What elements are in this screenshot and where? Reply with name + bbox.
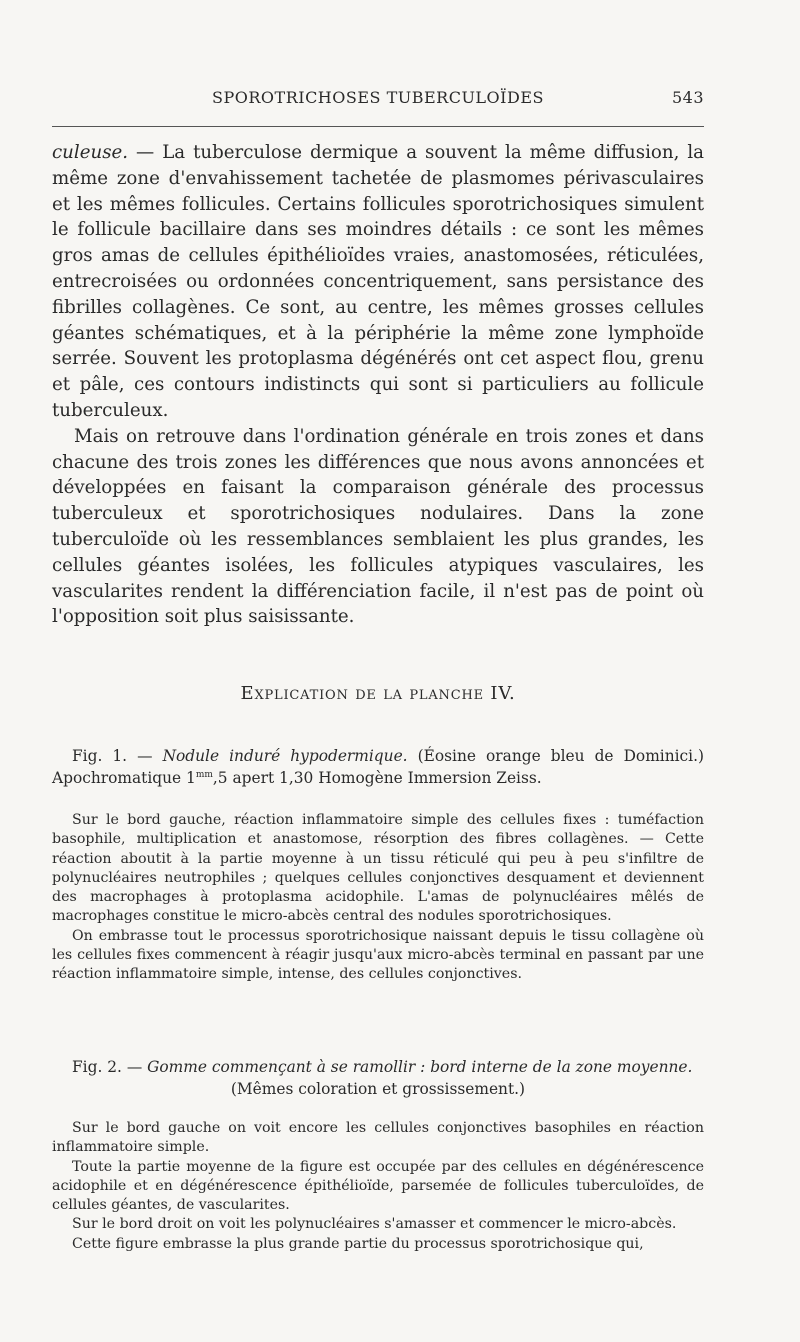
- figure-1-title: Nodule induré hypodermique.: [162, 747, 408, 765]
- figure-2-description: [52, 1119, 704, 1254]
- figure-1-label: Fig. 1. —: [72, 747, 163, 765]
- figure-1-details-a: (Éosine orange bleu de Dominici.) Apochromatique 1: [52, 747, 704, 787]
- figure-2-para-3: Sur le bord droit on voit les polynucléaires s'amasser et commencer le micro-abcès.: [72, 1216, 677, 1233]
- figure-2-subtitle: (Mêmes coloration et grossissement.): [230, 1079, 526, 1098]
- paragraph-1-text: — La tuberculose dermique a souvent la même diffusion, la même zone d'envahissement tachetée de plasmomes périvasculaires et les mêmes follicules. Certains follicules sporotrichosiques simulent le follicule bacillaire dans ses moindres détails : ce sont les mêmes gros amas de cellules épithélioïdes vraies, anastomosées, réticulées, entrecroisées ou ordonnées concentriquement, sans persistance des fibrilles collagènes. Ce sont, au centre, les mêmes grosses cellules géantes schématiques, et à la périphérie la même zone lymphoïde serrée. Souvent les protoplasma dégénérés ont cet aspect flou, grenu et pâle, ces contours indistincts qui sont si particuliers au follicule tuberculeux.: [52, 142, 704, 421]
- page-number: 543: [671, 88, 704, 107]
- figure-2-para-1: Sur le bord gauche on voit encore les cellules conjonctives basophiles en réaction inflammatoire simple.: [52, 1120, 704, 1156]
- figure-2-label: Fig. 2. —: [72, 1058, 148, 1076]
- running-title: SPOROTRICHOSES TUBERCULOÏDES: [212, 88, 544, 107]
- paragraph-1-italic-start: culeuse.: [52, 142, 129, 163]
- figure-1-para-2: On embrasse tout le processus sporotrichosique naissant depuis le tissu collagène où les cellules fixes commencent à réagir jusqu'aux micro-abcès terminal en passant par une réaction inflammatoire simple, intense, des cellules conjonctives.: [52, 927, 704, 983]
- figure-2-caption: [52, 1057, 704, 1100]
- section-title: Explication de la planche IV.: [240, 683, 516, 704]
- figure-1-details-sup: mm: [195, 769, 213, 780]
- figure-1-description: [52, 811, 704, 985]
- running-header: [52, 88, 704, 112]
- header-rule: [52, 126, 704, 127]
- figure-2-heading: [52, 1057, 704, 1079]
- figure-1-details-b: ,5 apert 1,30 Homogène Immersion Zeiss.: [212, 768, 542, 787]
- paragraph-1: [52, 140, 704, 424]
- main-text: [52, 140, 704, 630]
- figure-2-para-4: Cette figure embrasse la plus grande partie du processus sporotrichosique qui,: [72, 1235, 644, 1252]
- figure-1-para-1: Sur le bord gauche, réaction inflammatoire simple des cellules fixes : tuméfaction basophile, multiplication et anastomose, résorption des fibres collagènes. — Cette réaction aboutit à la partie moyenne à un tissu réticulé qui peu à peu s'infiltre de polynucléaires neutrophiles ; quelques cellules conjonctives desquament et deviennent des macrophages à protoplasma acidophile. L'amas de polynucléaires mêlés de macrophages constitue le micro-abcès central des nodules sporotrichosiques.: [52, 812, 704, 925]
- figure-2-para-2: Toute la partie moyenne de la figure est occupée par des cellules en dégénérescence acidophile et en dégénérescence épithélioïde, parsemée de follicules tuberculoïdes, de cellules géantes, de vascularites.: [52, 1158, 704, 1214]
- paragraph-2: Mais on retrouve dans l'ordination générale en trois zones et dans chacune des trois zones les différences que nous avons annoncées et développées en faisant la comparaison générale des processus tuberculeux et sporotrichosiques nodulaires. Dans la zone tuberculoïde où les ressemblances semblaient les plus grandes, les cellules géantes isolées, les follicules atypiques vasculaires, les vascularites rendent la différenciation facile, il n'est pas de point où l'opposition soit plus saisissante.: [52, 425, 704, 628]
- figure-1-heading: [52, 746, 704, 789]
- figure-1-caption: [52, 746, 704, 789]
- figure-2-title: Gomme commençant à se ramollir : bord interne de la zone moyenne.: [147, 1058, 693, 1076]
